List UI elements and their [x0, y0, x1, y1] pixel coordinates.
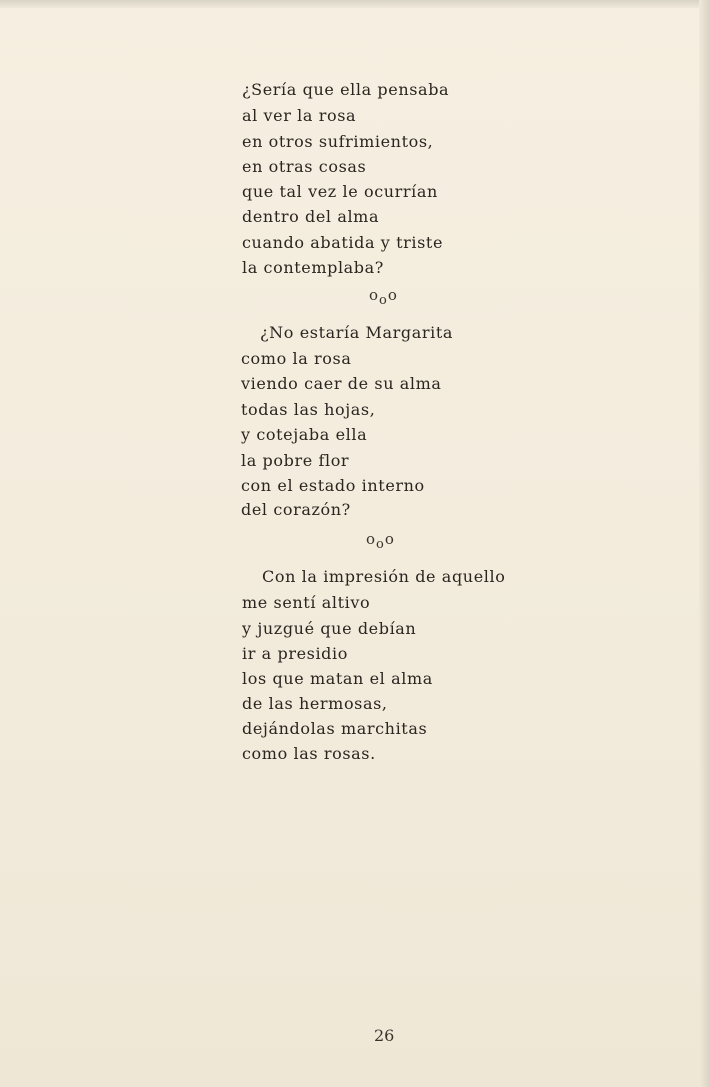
separator-glyph: o: [387, 286, 398, 304]
verse-line: con el estado interno: [241, 476, 425, 495]
verse-line: en otros sufrimientos,: [242, 132, 434, 151]
verse-line: todas las hojas,: [241, 400, 376, 419]
verse-line: y cotejaba ella: [241, 425, 368, 444]
separator-glyph: o: [366, 530, 377, 548]
verse-line: ir a presidio: [242, 644, 348, 663]
verse-line: de las hermosas,: [242, 694, 388, 713]
page-right-edge: [699, 0, 709, 1087]
verse-line: me sentí altivo: [242, 593, 371, 612]
stanza-separator: [369, 286, 398, 308]
verse-line: viendo caer de su alma: [241, 374, 442, 393]
verse-line: los que matan el alma: [242, 669, 433, 688]
verse-line: ¿Sería que ella pensaba: [242, 80, 450, 99]
verse-line: en otras cosas: [242, 157, 367, 176]
verse-line: cuando abatida y triste: [242, 233, 444, 252]
verse-line: Con la impresión de aquello: [262, 567, 506, 586]
verse-line: y juzgué que debían: [242, 619, 417, 638]
verse-line: como la rosa: [241, 349, 352, 368]
separator-glyph: o: [379, 293, 388, 308]
page-number: 26: [374, 1026, 395, 1045]
verse-line: que tal vez le ocurrían: [242, 182, 438, 201]
verse-line: como las rosas.: [242, 744, 376, 763]
separator-glyph: o: [384, 530, 395, 548]
stanza-separator: [366, 530, 395, 552]
separator-glyph: o: [376, 537, 385, 552]
verse-line: dejándolas marchitas: [242, 719, 428, 738]
verse-line: al ver la rosa: [242, 106, 357, 125]
verse-line: ¿No estaría Margarita: [260, 323, 454, 342]
verse-line: dentro del alma: [242, 207, 380, 226]
verse-line: la pobre flor: [241, 451, 350, 470]
verse-line: del corazón?: [241, 500, 351, 519]
page-top-edge: [0, 0, 709, 8]
verse-line: la contemplaba?: [242, 258, 384, 277]
separator-glyph: o: [369, 286, 380, 304]
